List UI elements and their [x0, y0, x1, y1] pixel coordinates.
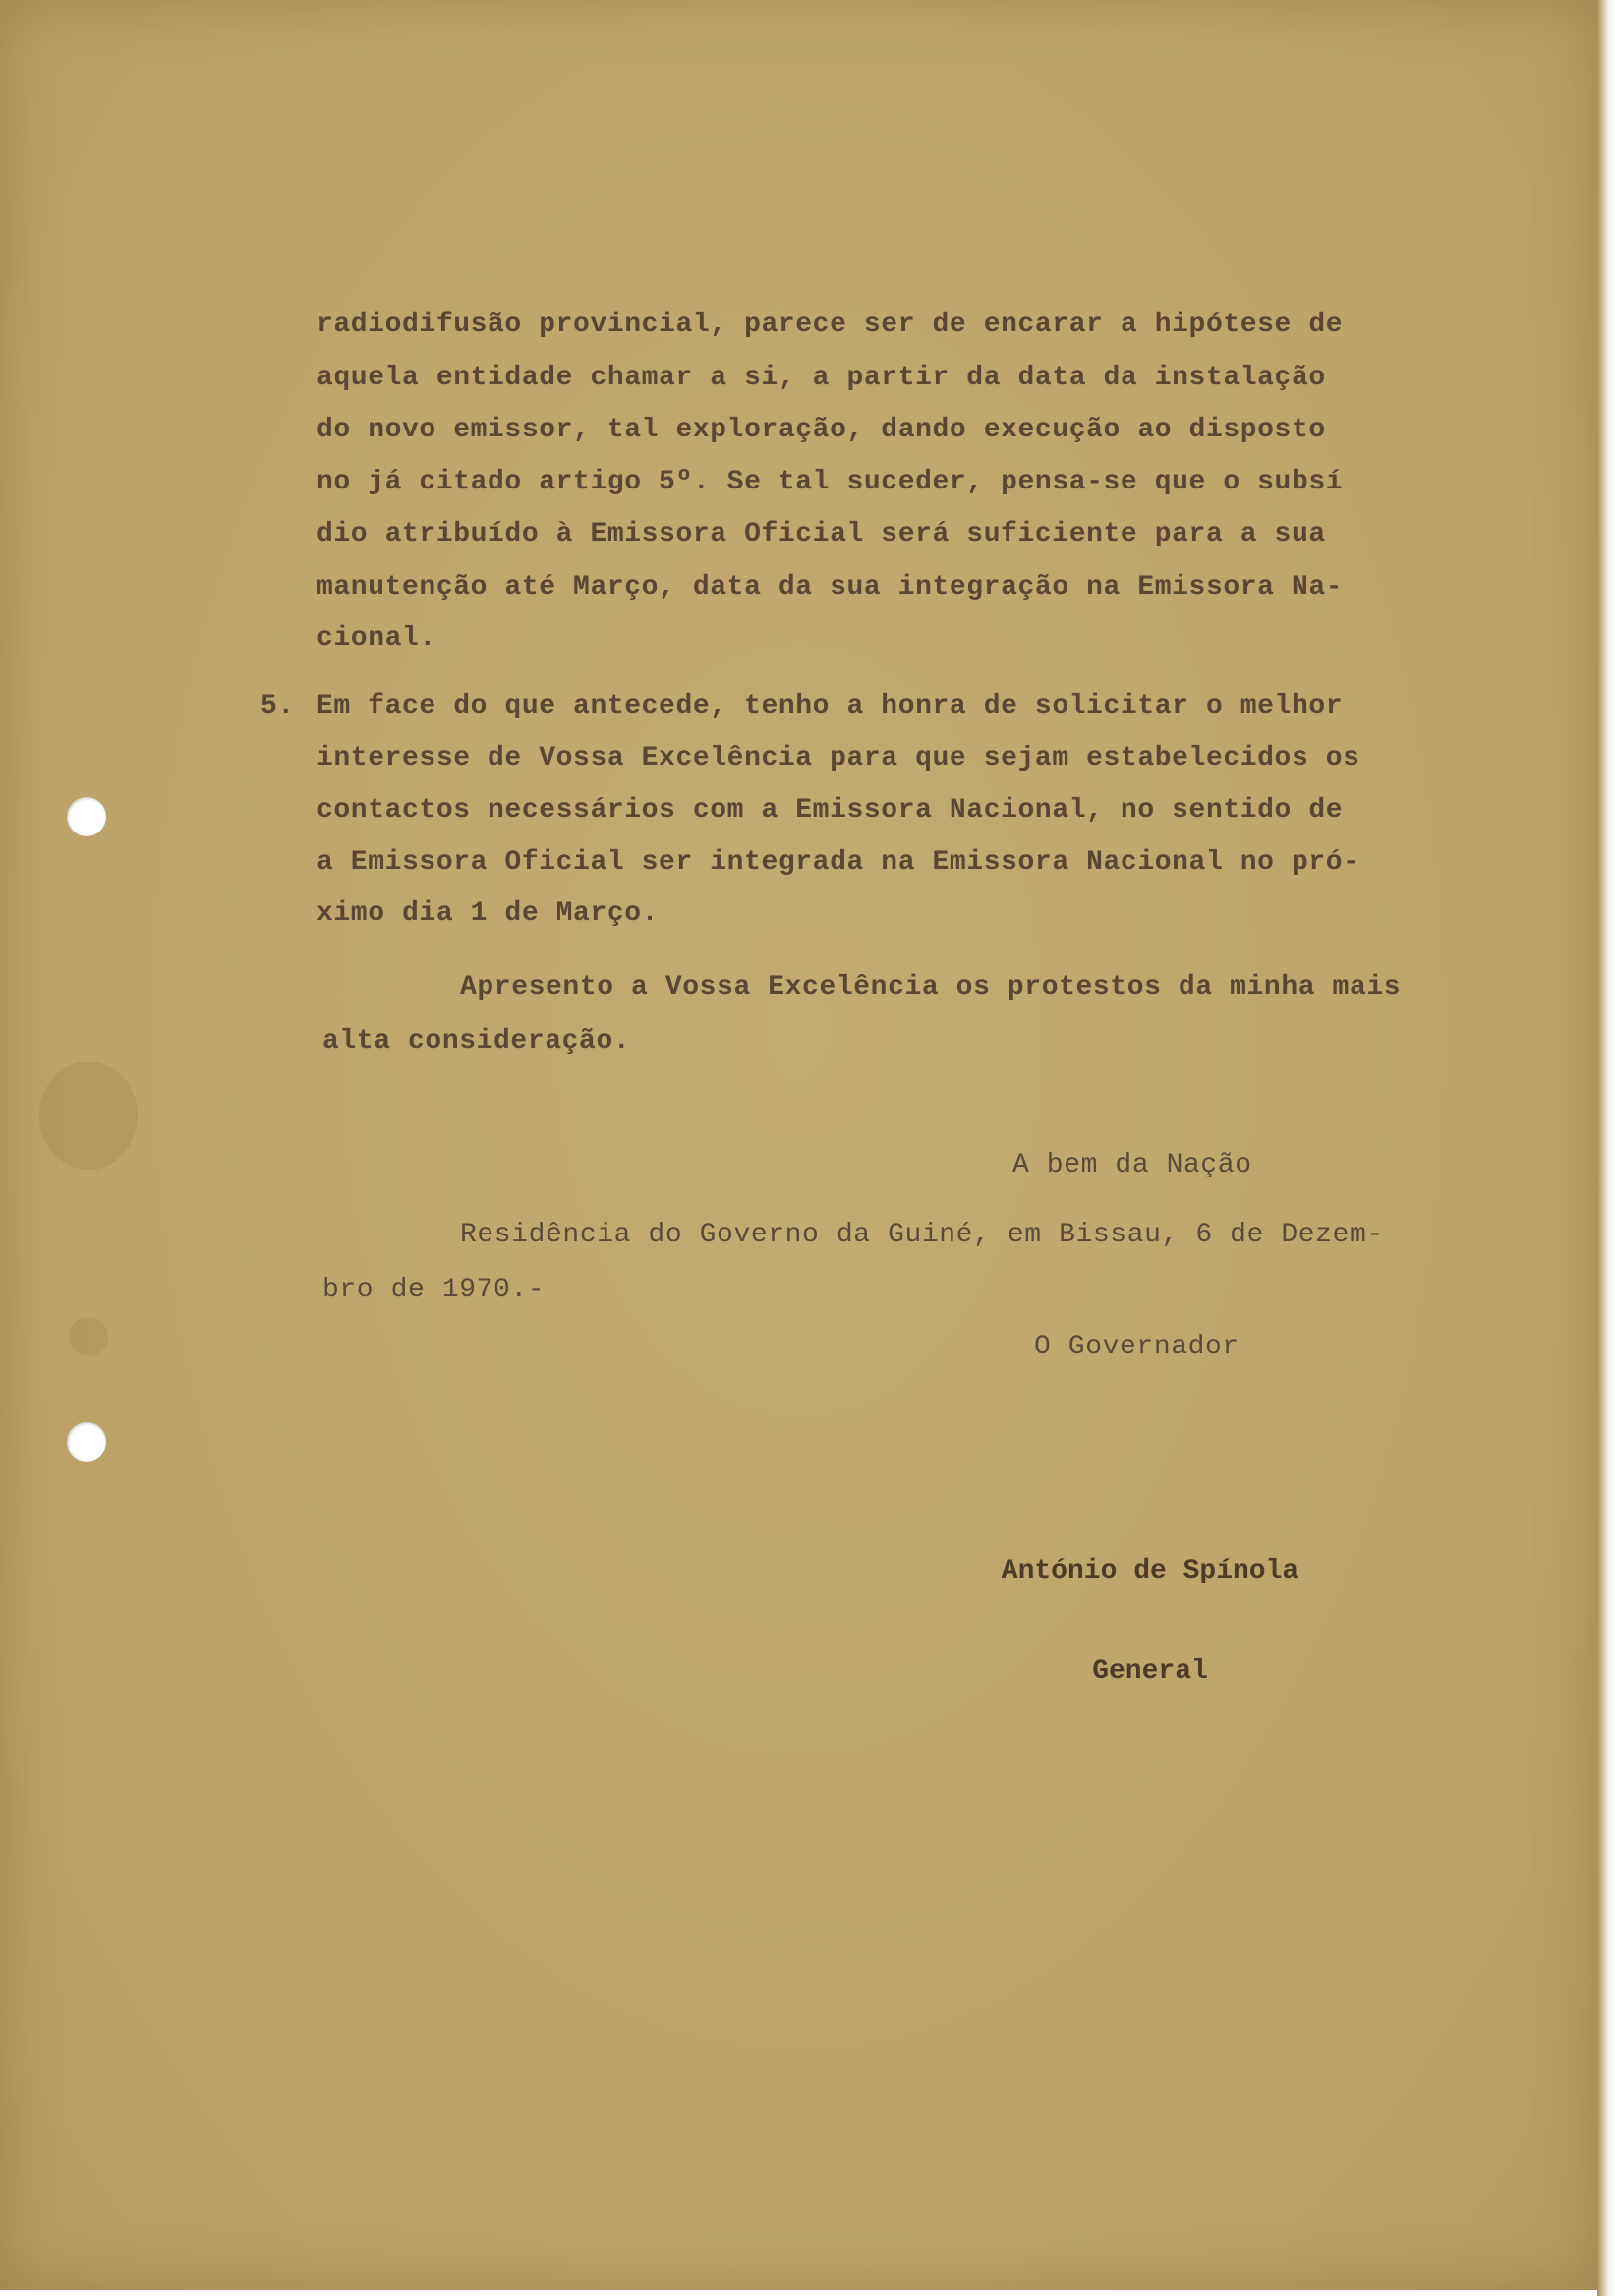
text-line: interesse de Vossa Excelência para que sejam estabelecidos os: [317, 743, 1360, 774]
signatory-rank: General: [1092, 1656, 1208, 1687]
text-line: cional.: [317, 623, 436, 654]
text-line: manutenção até Março, data da sua integração na Emissora Na-: [317, 572, 1344, 603]
text-line: dio atribuído à Emissora Oficial será suficiente para a sua: [317, 519, 1326, 549]
paper-stain: [69, 1317, 108, 1356]
text-line: aquela entidade chamar a si, a partir da data da instalação: [317, 363, 1326, 393]
text-line: do novo emissor, tal exploração, dando execução ao disposto: [317, 415, 1326, 445]
text-line: a Emissora Oficial ser integrada na Emissora Nacional no pró-: [317, 847, 1360, 878]
punch-hole-top: [67, 797, 106, 836]
punch-hole-bottom: [67, 1422, 106, 1462]
signature-block: [973, 1488, 1327, 1755]
text-line: ximo dia 1 de Março.: [317, 898, 660, 929]
text-line: Em face do que antecede, tenho a honra de solicitar o melhor: [317, 691, 1344, 721]
text-line: bro de 1970.-: [322, 1275, 546, 1305]
text-line: radiodifusão provincial, parece ser de encarar a hipótese de: [317, 310, 1344, 340]
paper-edge: [1597, 0, 1615, 2296]
paragraph-number: 5.: [260, 691, 295, 721]
paper-stain: [39, 1062, 138, 1170]
signatory-name: António de Spínola: [1001, 1556, 1299, 1586]
signatory-title: O Governador: [1034, 1332, 1240, 1362]
motto: A bem da Nação: [1012, 1150, 1252, 1180]
text-line: Residência do Governo da Guiné, em Bissau, 6 de Dezem-: [460, 1220, 1384, 1250]
text-line: contactos necessários com a Emissora Nacional, no sentido de: [317, 795, 1344, 826]
text-line: Apresento a Vossa Excelência os protestos da minha mais: [460, 972, 1402, 1003]
text-line: alta consideração.: [322, 1026, 631, 1057]
text-line: no já citado artigo 5º. Se tal suceder, pensa-se que o subsí: [317, 467, 1344, 497]
